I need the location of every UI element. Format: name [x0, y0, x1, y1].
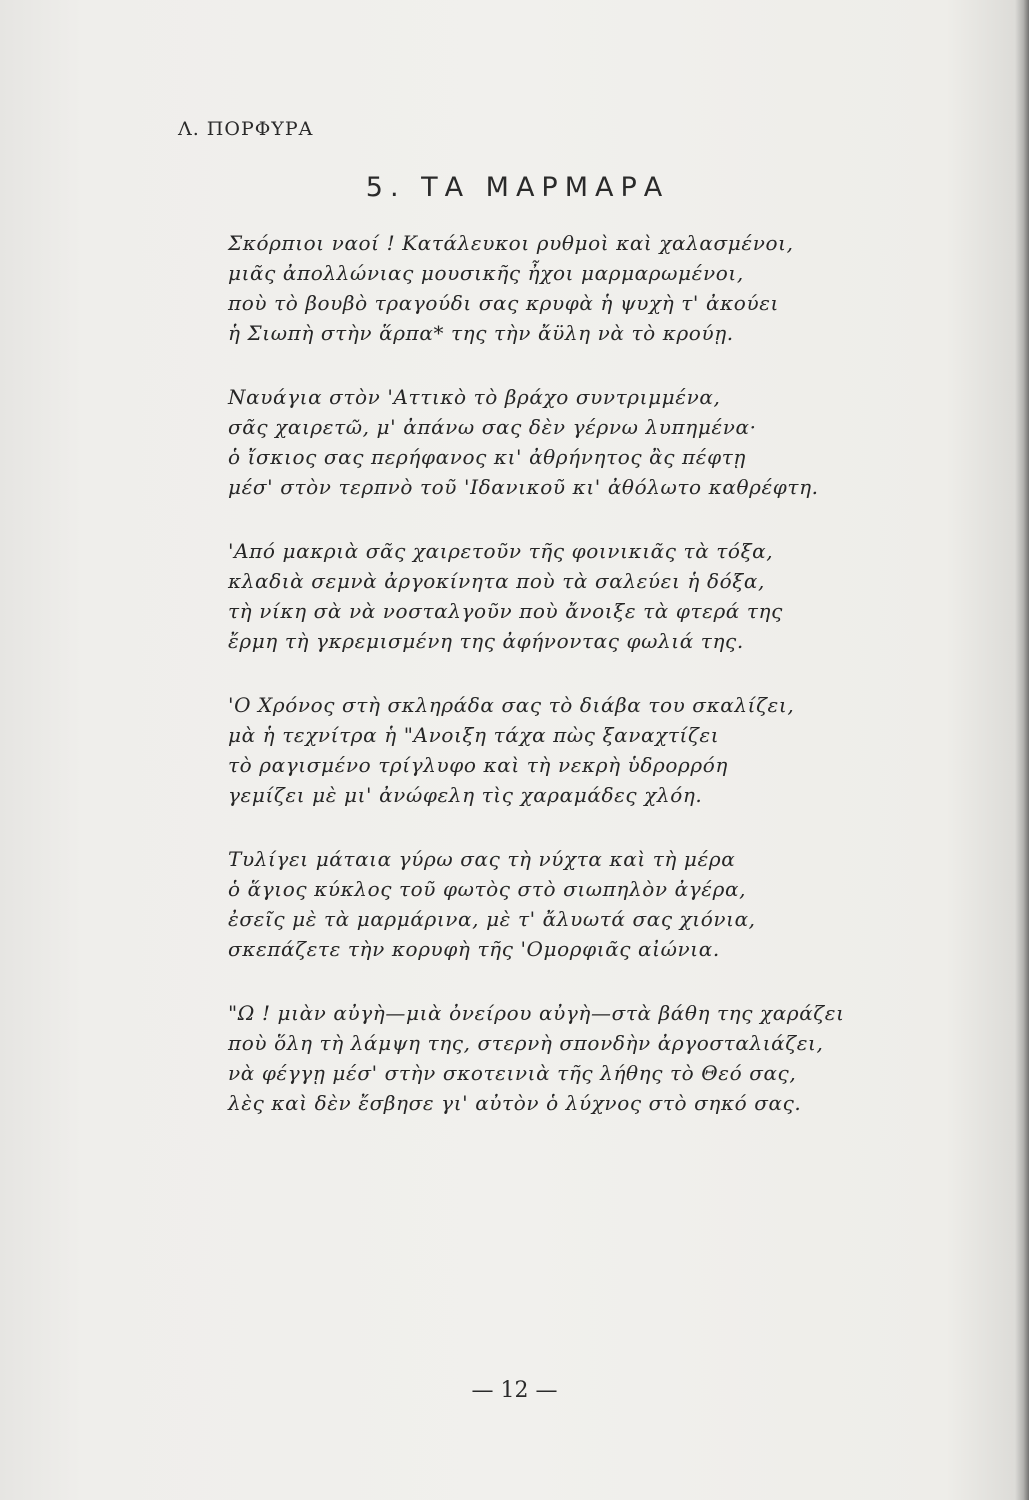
poem-line: ἡ Σιωπὴ στὴν ἅρπα* της τὴν ἄϋλη νὰ τὸ κρούῃ.: [228, 321, 734, 345]
poem-line: κλαδιὰ σεμνὰ ἀργοκίνητα ποὺ τὰ σαλεύει ἡ δόξα,: [228, 569, 765, 593]
stanza: [228, 690, 928, 810]
poem-line: μέσ' στὸν τερπνὸ τοῦ 'Ιδανικοῦ κι' ἀθόλωτο καθρέφτη.: [228, 475, 819, 499]
poem-line: λὲς καὶ δὲν ἔσβησε γι' αὐτὸν ὁ λύχνος στὸ σηκό σας.: [228, 1091, 802, 1115]
poem-line: Ναυάγια στὸν 'Αττικὸ τὸ βράχο συντριμμένα,: [228, 385, 721, 409]
stanza: [228, 844, 928, 964]
poem-line: μὰ ἡ τεχνίτρα ἡ "Ανοιξη τάχα πὼς ξαναχτίζει: [228, 723, 720, 747]
stanza: [228, 382, 928, 502]
page-number: — 12 —: [471, 1378, 558, 1403]
poem-line: σκεπάζετε τὴν κορυφὴ τῆς 'Ομορφιᾶς αἰώνια.: [228, 937, 720, 961]
poem-line: 'Ο Χρόνος στὴ σκληράδα σας τὸ διάβα του σκαλίζει,: [228, 693, 795, 717]
poem-body: [228, 228, 928, 1152]
poem-line: "Ω ! μιὰν αὐγὴ—μιὰ ὀνείρου αὐγὴ—στὰ βάθη της χαράζει: [228, 1001, 845, 1025]
poem-line: ἔρμη τὴ γκρεμισμένη της ἀφήνοντας φωλιά της.: [228, 629, 744, 653]
stanza: [228, 998, 928, 1118]
running-header: Λ. ΠΟΡΦΥΡΑ: [178, 118, 314, 140]
poem-line: ὁ ἴσκιος σας περήφανος κι' ἀθρήνητος ἂς πέφτῃ: [228, 445, 746, 469]
page-edge-shadow: [1015, 0, 1029, 1500]
poem-line: γεμίζει μὲ μι' ἀνώφελη τὶς χαραμάδες χλόη.: [228, 783, 703, 807]
poem-line: νὰ φέγγῃ μέσ' στὴν σκοτεινιὰ τῆς λήθης τὸ Θεό σας,: [228, 1061, 797, 1085]
poem-line: 'Από μακριὰ σᾶς χαιρετοῦν τῆς φοινικιᾶς τὰ τόξα,: [228, 539, 774, 563]
poem-line: ποὺ τὸ βουβὸ τραγούδι σας κρυφὰ ἡ ψυχὴ τ' ἀκούει: [228, 291, 779, 315]
poem-line: τὸ ραγισμένο τρίγλυφο καὶ τὴ νεκρὴ ὑδρορρόη: [228, 753, 728, 777]
poem-line: ἐσεῖς μὲ τὰ μαρμάρινα, μὲ τ' ἄλυωτά σας χιόνια,: [228, 907, 756, 931]
poem-line: τὴ νίκη σὰ νὰ νοσταλγοῦν ποὺ ἄνοιξε τὰ φτερά της: [228, 599, 783, 623]
poem-line: ποὺ ὅλη τὴ λάμψη της, στερνὴ σπονδὴν ἀργοσταλιάζει,: [228, 1031, 824, 1055]
stanza: [228, 228, 928, 348]
poem-line: Τυλίγει μάταια γύρω σας τὴ νύχτα καὶ τὴ μέρα: [228, 847, 736, 871]
stanza: [228, 536, 928, 656]
poem-title: 5. ΤΑ ΜΑΡΜΑΡΑ: [365, 172, 670, 203]
poem-line: μιᾶς ἀπολλώνιας μουσικῆς ἦχοι μαρμαρωμένοι,: [228, 261, 744, 285]
poem-line: ὁ ἅγιος κύκλος τοῦ φωτὸς στὸ σιωπηλὸν ἀγέρα,: [228, 877, 747, 901]
poem-line: σᾶς χαιρετῶ, μ' ἀπάνω σας δὲν γέρνω λυπημένα·: [228, 415, 757, 439]
poem-line: Σκόρπιοι ναοί ! Κατάλευκοι ρυθμοὶ καὶ χαλασμένοι,: [228, 231, 794, 255]
